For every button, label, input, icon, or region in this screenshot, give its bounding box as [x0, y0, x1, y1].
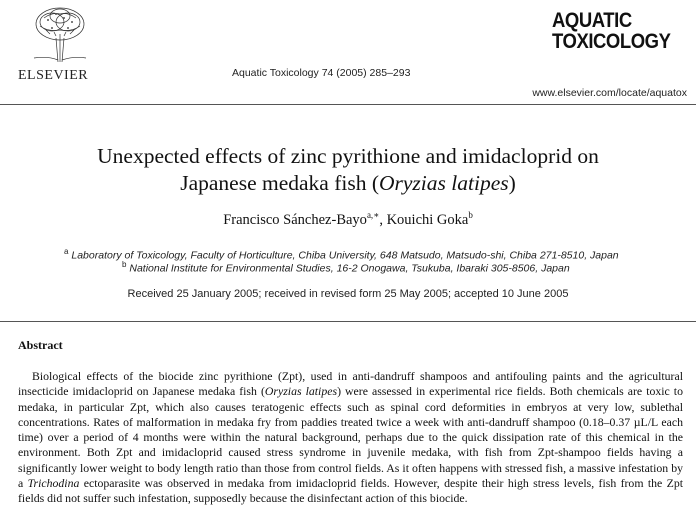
affiliation-mark: a	[64, 247, 69, 256]
abstract-species: Oryzias latipes	[264, 384, 338, 399]
journal-logo-line2: TOXICOLOGY	[552, 30, 671, 53]
journal-citation: Aquatic Toxicology 74 (2005) 285–293	[232, 67, 411, 79]
title-species: Oryzias latipes	[379, 171, 509, 195]
abstract-text-part: ) were assessed in experimental rice fields. Both chemicals are toxic to medaka, in particular Zpt, which also causes teratogenic effects such as spinal cord deformities in embryos at very low, sublethal concentrations. Rates of malformation in medaka fry from paddies treated twice a week with anti-dandruff shampoo (0.18–0.37 µL/L each time) over a period of 4 months were within the natural background, perhaps due to the quick dissipation rate of this chemical in the environment. Both Zpt and imidacloprid caused stress syndrome in juvenile medaka, with fish from Zpt-shampoo fields having a significantly lower weight to body length ratio than those from control fields. As it often happens with stressed fish, a massive infestation by a	[18, 384, 683, 491]
title-text-end: )	[508, 171, 516, 195]
author-affiliation-mark: a,∗	[366, 210, 380, 220]
abstract-heading: Abstract	[18, 338, 63, 352]
article-title	[0, 143, 696, 197]
abstract-divider	[0, 321, 696, 322]
author-separator: ,	[379, 211, 387, 228]
title-line-1: Unexpected effects of zinc pyrithione and imidacloprid on	[97, 144, 599, 168]
abstract-text-part: Biological effects of the biocide zinc pyrithione (Zpt), used in anti-dandruff shampoos and antifouling paints and the agricultural insecticide imidacloprid on Japanese medaka fish (	[18, 369, 683, 399]
journal-url[interactable]: www.elsevier.com/locate/aquatox	[532, 87, 687, 99]
author-name[interactable]: Kouichi Goka	[386, 211, 469, 228]
publisher-name: ELSEVIER	[18, 68, 89, 83]
title-text: Japanese medaka fish (	[180, 171, 379, 195]
affiliation-text: National Institute for Environmental Studies, 16-2 Onogawa, Tsukuba, Ibaraki 305-8506, Japan	[129, 262, 570, 275]
elsevier-tree-icon	[28, 4, 92, 64]
author-affiliation-mark: b	[468, 210, 473, 220]
abstract-text	[18, 369, 683, 507]
affiliation-b	[122, 260, 570, 275]
journal-logo	[552, 9, 671, 53]
abstract-parasite: Trichodina	[27, 476, 80, 491]
received-dates: Received 25 January 2005; received in revised form 25 May 2005; accepted 10 June 2005	[127, 288, 569, 300]
publisher-logo	[8, 4, 104, 84]
affiliation-text: Laboratory of Toxicology, Faculty of Horticulture, Chiba University, 648 Matsudo, Matsudo-shi, Chiba 271-8510, Japan	[71, 249, 619, 262]
author-list	[0, 210, 696, 229]
author-name[interactable]: Francisco Sánchez-Bayo	[223, 211, 367, 228]
journal-logo-line1: AQUATIC	[552, 9, 632, 32]
title-line-2	[0, 170, 696, 197]
header-divider	[0, 104, 696, 105]
affiliation-mark: b	[122, 260, 127, 269]
abstract-text-part: ectoparasite was observed in medaka from imidacloprid fields. However, despite their high stress levels, fish from the Zpt fields did not suffer such infestation, supposedly because the disinfectant action of this biocide.	[18, 476, 683, 506]
